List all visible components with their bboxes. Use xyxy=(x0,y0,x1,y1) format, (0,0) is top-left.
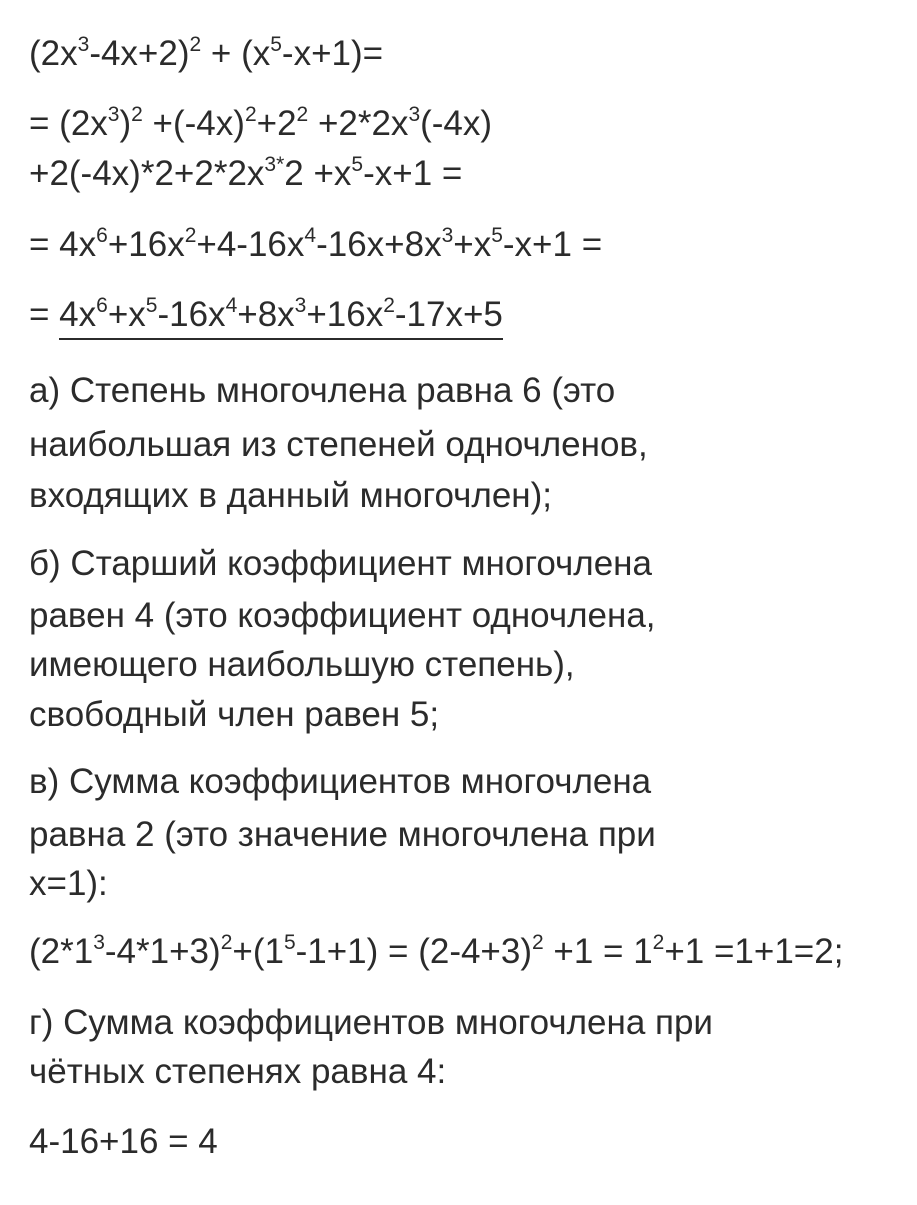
answer-v-line-3: x=1): xyxy=(29,864,108,903)
answer-b-line-2: равен 4 (это коэффициент одночлена, xyxy=(29,596,656,635)
answer-v-line-1: в) Сумма коэффициентов многочлена xyxy=(29,762,652,801)
answer-g-line-2: чётных степенях равна 4: xyxy=(29,1052,447,1091)
expansion-result-line: = $4x^6+x^5-16x^4+8x^3+16x^2-17x+5$ xyxy=(29,295,503,335)
answer-b-line-3: имеющего наибольшую степень), xyxy=(29,645,575,684)
answer-a-line-1: а) Степень многочлена равна 6 (это xyxy=(29,371,616,410)
final-polynomial: $4x^6+x^5-16x^4+8x^3+16x^2-17x+5$ xyxy=(59,295,503,340)
answer-b-line-4: свободный член равен 5; xyxy=(29,695,440,734)
expansion-line-2: = $(2x^3)^2 +(-4x)^2+2^2 +2*2x^3(-4x)$ xyxy=(29,103,493,143)
answer-a-line-2: наибольшая из степеней одночленов, xyxy=(29,425,648,464)
expansion-line-1: $(2x^3-4x+2)^2 + (x^5-x+1)=$ xyxy=(29,33,384,73)
answer-v-calculation: $(2*1^3-4*1+3)^2+(1^5-1+1) = (2-4+3)^2 +1 = 1^2+1 =1+1=2$; xyxy=(29,931,844,971)
answer-g-calculation: 4-16+16 = 4 xyxy=(29,1122,218,1161)
expansion-line-4: = $4x^6+16x^2+4-16x^4-16x+8x^3+x^5-x+1$ = xyxy=(29,224,603,264)
answer-g-line-1: г) Сумма коэффициентов многочлена при xyxy=(29,1003,713,1042)
answer-v-line-2: равна 2 (это значение многочлена при xyxy=(29,815,656,854)
answer-b-line-1: б) Старший коэффициент многочлена xyxy=(29,544,652,583)
answer-a-line-3: входящих в данный многочлен); xyxy=(29,476,553,515)
expansion-line-3: $+2(-4x)*2+2*2x^{3*}2 +x^5-x+1$ = xyxy=(29,153,463,193)
